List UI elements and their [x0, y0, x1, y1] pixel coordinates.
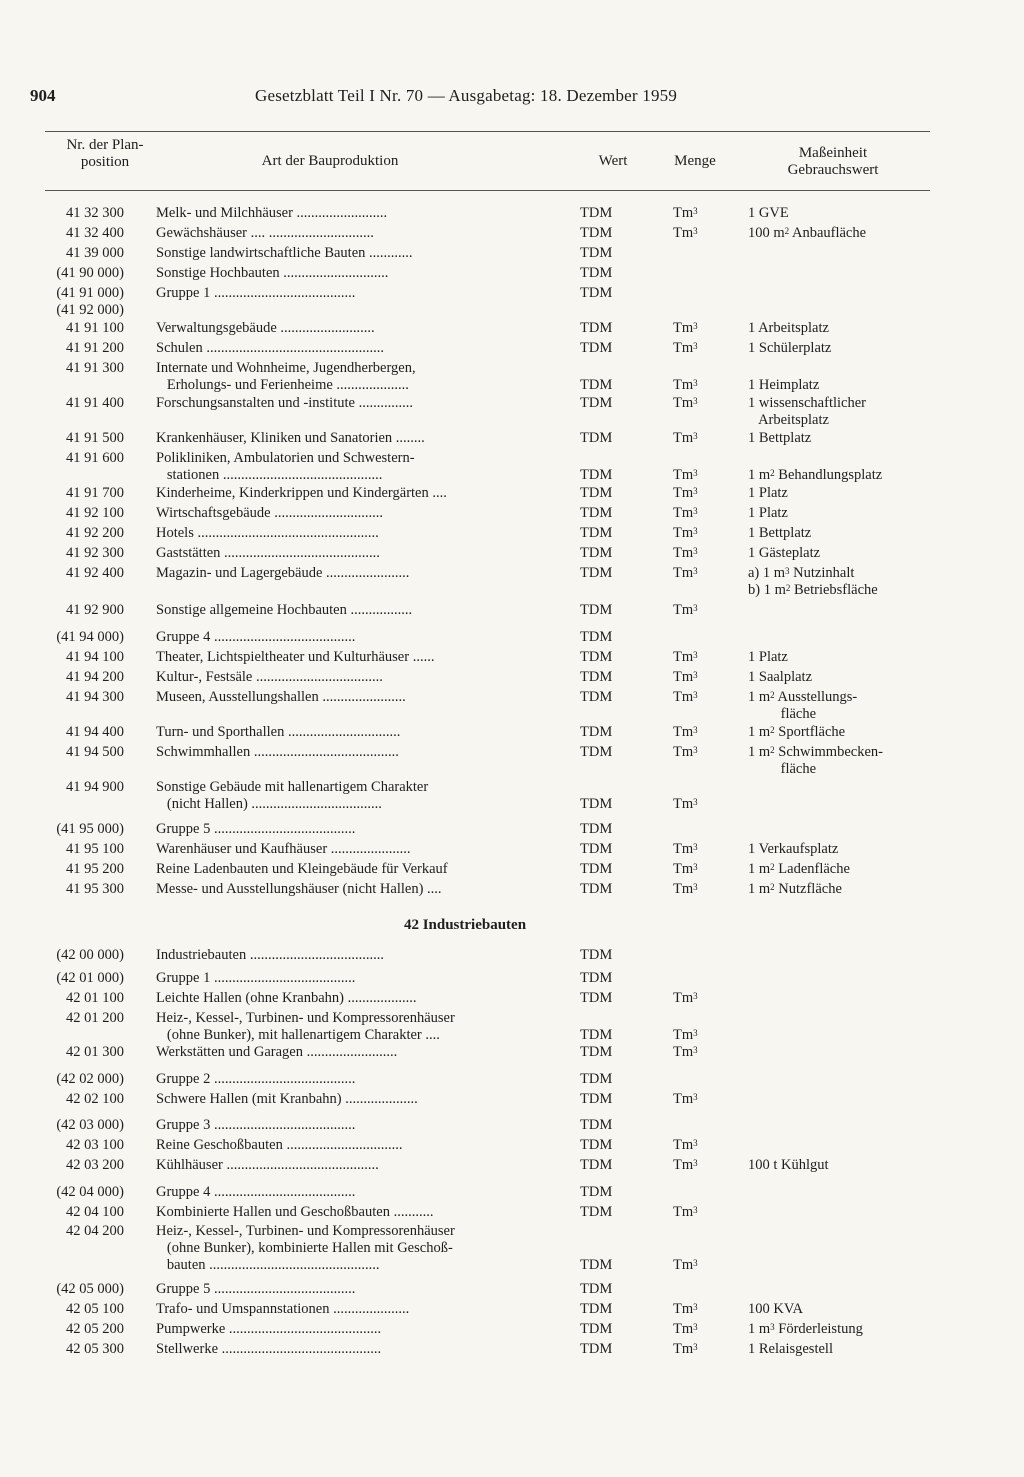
value-unit: TDM — [580, 1184, 613, 1200]
plan-position: 41 94 200 — [66, 669, 124, 685]
plan-position: 41 39 000 — [66, 245, 124, 261]
plan-position: (41 91 000) (41 92 000) — [56, 285, 124, 318]
header-rule-top — [45, 131, 930, 132]
plan-position: 42 05 100 — [66, 1301, 124, 1317]
plan-position: 41 92 400 — [66, 565, 124, 581]
header-einheit: Maßeinheit Gebrauchswert — [787, 145, 879, 178]
value-unit: TDM — [580, 1257, 613, 1273]
measurement-unit: 1 $m^2$ Behandlungsplatz — [748, 467, 883, 483]
plan-position: 41 92 100 — [66, 505, 124, 521]
value-unit: TDM — [580, 467, 613, 483]
measurement-unit: 1 $m^2$ Schwimmbecken- fläche — [748, 744, 883, 777]
plan-position: 42 05 200 — [66, 1321, 124, 1337]
measurement-unit: 1 Schülerplatz — [748, 340, 832, 356]
quantity-unit: Tm$^3$ — [673, 377, 698, 393]
header-position: Nr. der Plan- position — [66, 137, 144, 170]
plan-position: 41 91 600 — [66, 450, 124, 466]
construction-type: Gaststätten ........................................... — [156, 545, 380, 561]
plan-position: 41 91 700 — [66, 485, 124, 501]
measurement-unit: 1 Gästeplatz — [748, 545, 821, 561]
page-number: 904 — [30, 86, 56, 105]
quantity-unit: Tm$^3$ — [673, 225, 698, 241]
quantity-unit: Tm$^3$ — [673, 796, 698, 812]
construction-type: Heiz-, Kessel-, Turbinen- und Kompressorenhäuser (ohne Bunker), kombinierte Hallen mit Geschoß- bauten ............................................... — [156, 1223, 455, 1273]
quantity-unit: Tm$^3$ — [673, 545, 698, 561]
quantity-unit: Tm$^3$ — [673, 1027, 698, 1043]
construction-type: Kombinierte Hallen und Geschoßbauten ........... — [156, 1204, 434, 1220]
value-unit: TDM — [580, 841, 613, 857]
value-unit: TDM — [580, 1027, 613, 1043]
value-unit: TDM — [580, 669, 613, 685]
plan-position: 42 03 100 — [66, 1137, 124, 1153]
quantity-unit: Tm$^3$ — [673, 861, 698, 877]
quantity-unit: Tm$^3$ — [673, 320, 698, 336]
plan-position: 41 95 300 — [66, 881, 124, 897]
value-unit: TDM — [580, 485, 613, 501]
quantity-unit: Tm$^3$ — [673, 990, 698, 1006]
measurement-unit: 1 Platz — [748, 485, 788, 501]
measurement-unit: 1 $m^2$ Nutzfläche — [748, 881, 842, 897]
quantity-unit: Tm$^3$ — [673, 649, 698, 665]
quantity-unit: Tm$^3$ — [673, 395, 698, 411]
plan-position: 41 94 100 — [66, 649, 124, 665]
plan-position: (41 95 000) — [56, 821, 124, 837]
construction-type: Gruppe 3 ....................................... — [156, 1117, 356, 1133]
plan-position: 41 94 400 — [66, 724, 124, 740]
quantity-unit: Tm$^3$ — [673, 602, 698, 618]
value-unit: TDM — [580, 689, 613, 705]
plan-position: 41 91 100 — [66, 320, 124, 336]
construction-type: Verwaltungsgebäude .......................... — [156, 320, 375, 336]
plan-position: (41 90 000) — [56, 265, 124, 281]
construction-type: Theater, Lichtspieltheater und Kulturhäuser ...... — [156, 649, 435, 665]
quantity-unit: Tm$^3$ — [673, 689, 698, 705]
value-unit: TDM — [580, 947, 613, 963]
value-unit: TDM — [580, 990, 613, 1006]
construction-type: Forschungsanstalten und -institute ............... — [156, 395, 413, 411]
construction-type: Leichte Hallen (ohne Kranbahn) ................... — [156, 990, 417, 1006]
quantity-unit: Tm$^3$ — [673, 1157, 698, 1173]
value-unit: TDM — [580, 629, 613, 645]
plan-position: 41 91 500 — [66, 430, 124, 446]
value-unit: TDM — [580, 970, 613, 986]
measurement-unit: a) 1 $m^3$ Nutzinhalt b) 1 $m^2$ Betriebsfläche — [748, 565, 878, 598]
quantity-unit: Tm$^3$ — [673, 1204, 698, 1220]
value-unit: TDM — [580, 377, 613, 393]
construction-type: Gruppe 2 ....................................... — [156, 1071, 356, 1087]
plan-position: (42 00 000) — [56, 947, 124, 963]
measurement-unit: 1 Bettplatz — [748, 430, 812, 446]
plan-position: 42 03 200 — [66, 1157, 124, 1173]
value-unit: TDM — [580, 1301, 613, 1317]
measurement-unit: 1 Bettplatz — [748, 525, 812, 541]
plan-position: 41 32 400 — [66, 225, 124, 241]
header-menge: Menge — [674, 153, 716, 169]
value-unit: TDM — [580, 1117, 613, 1133]
section-title: 42 Industriebauten — [403, 917, 527, 933]
construction-type: Melk- und Milchhäuser ......................... — [156, 205, 388, 221]
quantity-unit: Tm$^3$ — [673, 1321, 698, 1337]
quantity-unit: Tm$^3$ — [673, 881, 698, 897]
plan-position: 42 01 100 — [66, 990, 124, 1006]
quantity-unit: Tm$^3$ — [673, 1044, 698, 1060]
plan-position: 42 02 100 — [66, 1091, 124, 1107]
construction-type: Schwimmhallen ........................................ — [156, 744, 399, 760]
measurement-unit: 1 Platz — [748, 505, 788, 521]
value-unit: TDM — [580, 225, 613, 241]
value-unit: TDM — [580, 744, 613, 760]
measurement-unit: 1 GVE — [748, 205, 789, 221]
value-unit: TDM — [580, 861, 613, 877]
quantity-unit: Tm$^3$ — [673, 205, 698, 221]
measurement-unit: 1 Saalplatz — [748, 669, 813, 685]
plan-position: (42 01 000) — [56, 970, 124, 986]
construction-type: Reine Ladenbauten und Kleingebäude für Verkauf — [156, 861, 448, 877]
construction-type: Sonstige Gebäude mit hallenartigem Charakter (nicht Hallen) .................................... — [156, 779, 429, 812]
quantity-unit: Tm$^3$ — [673, 1257, 698, 1273]
running-head: Gesetzblatt Teil I Nr. 70 — Ausgabetag: 18. Dezember 1959 — [255, 86, 678, 105]
construction-type: Stellwerke ............................................ — [156, 1341, 382, 1357]
value-unit: TDM — [580, 395, 613, 411]
quantity-unit: Tm$^3$ — [673, 467, 698, 483]
construction-type: Sonstige landwirtschaftliche Bauten ............ — [156, 245, 413, 261]
construction-type: Sonstige Hochbauten ............................. — [156, 265, 389, 281]
construction-type: Gruppe 4 ....................................... — [156, 1184, 356, 1200]
quantity-unit: Tm$^3$ — [673, 1137, 698, 1153]
quantity-unit: Tm$^3$ — [673, 525, 698, 541]
construction-type: Schwere Hallen (mit Kranbahn) .................... — [156, 1091, 418, 1107]
plan-position: 41 92 300 — [66, 545, 124, 561]
construction-type: Industriebauten ..................................... — [156, 947, 384, 963]
plan-position: 41 94 900 — [66, 779, 124, 795]
plan-position: (42 02 000) — [56, 1071, 124, 1087]
construction-type: Kühlhäuser .......................................... — [156, 1157, 379, 1173]
plan-position: 41 91 300 — [66, 360, 124, 376]
plan-position: (42 03 000) — [56, 1117, 124, 1133]
value-unit: TDM — [580, 602, 613, 618]
header-art: Art der Bauproduktion — [261, 153, 399, 169]
construction-type: Werkstätten und Garagen ......................... — [156, 1044, 398, 1060]
construction-type: Turn- und Sporthallen ............................... — [156, 724, 401, 740]
construction-type: Hotels .................................................. — [156, 525, 379, 541]
construction-type: Kinderheime, Kinderkrippen und Kindergärten .... — [156, 485, 447, 501]
value-unit: TDM — [580, 205, 613, 221]
value-unit: TDM — [580, 796, 613, 812]
value-unit: TDM — [580, 1157, 613, 1173]
measurement-unit: 1 Relaisgestell — [748, 1341, 833, 1357]
construction-type: Messe- und Ausstellungshäuser (nicht Hallen) .... — [156, 881, 442, 897]
measurement-unit: 1 $m^3$ Förderleistung — [748, 1321, 863, 1337]
value-unit: TDM — [580, 565, 613, 581]
construction-type: Heiz-, Kessel-, Turbinen- und Kompressorenhäuser (ohne Bunker), mit hallenartigem Charakter .... — [156, 1010, 455, 1043]
measurement-unit: 1 Heimplatz — [748, 377, 820, 393]
quantity-unit: Tm$^3$ — [673, 744, 698, 760]
plan-position: 41 32 300 — [66, 205, 124, 221]
quantity-unit: Tm$^3$ — [673, 430, 698, 446]
value-unit: TDM — [580, 340, 613, 356]
value-unit: TDM — [580, 430, 613, 446]
construction-type: Kultur-, Festsäle ................................... — [156, 669, 383, 685]
measurement-unit: 100 t Kühlgut — [748, 1157, 829, 1173]
value-unit: TDM — [580, 881, 613, 897]
quantity-unit: Tm$^3$ — [673, 340, 698, 356]
value-unit: TDM — [580, 1341, 613, 1357]
measurement-unit: 1 wissenschaftlicher Arbeitsplatz — [748, 395, 866, 428]
value-unit: TDM — [580, 1204, 613, 1220]
plan-position: 41 94 500 — [66, 744, 124, 760]
value-unit: TDM — [580, 1321, 613, 1337]
measurement-unit: 1 Verkaufsplatz — [748, 841, 839, 857]
value-unit: TDM — [580, 724, 613, 740]
construction-type: Gruppe 4 ....................................... — [156, 629, 356, 645]
construction-type: Schulen ................................................. — [156, 340, 384, 356]
value-unit: TDM — [580, 265, 613, 281]
measurement-unit: 1 $m^2$ Ausstellungs- fläche — [748, 689, 858, 722]
value-unit: TDM — [580, 1044, 613, 1060]
construction-type: Polikliniken, Ambulatorien und Schwestern- stationen ............................................ — [156, 450, 415, 483]
value-unit: TDM — [580, 245, 613, 261]
measurement-unit: 1 Arbeitsplatz — [748, 320, 829, 336]
plan-position: 41 92 200 — [66, 525, 124, 541]
plan-position: 41 91 200 — [66, 340, 124, 356]
plan-position: (42 04 000) — [56, 1184, 124, 1200]
quantity-unit: Tm$^3$ — [673, 485, 698, 501]
plan-position: 42 01 300 — [66, 1044, 124, 1060]
construction-type: Magazin- und Lagergebäude ....................... — [156, 565, 410, 581]
construction-type: Gruppe 1 ....................................... — [156, 970, 356, 986]
quantity-unit: Tm$^3$ — [673, 565, 698, 581]
value-unit: TDM — [580, 320, 613, 336]
measurement-unit: 1 $m^2$ Ladenfläche — [748, 861, 850, 877]
value-unit: TDM — [580, 821, 613, 837]
value-unit: TDM — [580, 1071, 613, 1087]
construction-type: Wirtschaftsgebäude .............................. — [156, 505, 383, 521]
measurement-unit: 1 $m^2$ Sportfläche — [748, 724, 846, 740]
plan-position: 41 94 300 — [66, 689, 124, 705]
value-unit: TDM — [580, 649, 613, 665]
construction-type: Gruppe 5 ....................................... — [156, 821, 356, 837]
plan-position: 42 05 300 — [66, 1341, 124, 1357]
construction-type: Sonstige allgemeine Hochbauten ................. — [156, 602, 413, 618]
value-unit: TDM — [580, 525, 613, 541]
value-unit: TDM — [580, 1281, 613, 1297]
value-unit: TDM — [580, 1137, 613, 1153]
header-rule-bottom — [45, 190, 930, 191]
value-unit: TDM — [580, 1091, 613, 1107]
quantity-unit: Tm$^3$ — [673, 505, 698, 521]
quantity-unit: Tm$^3$ — [673, 1091, 698, 1107]
construction-type: Gewächshäuser .... ............................. — [156, 225, 374, 241]
construction-type: Internate und Wohnheime, Jugendherbergen, Erholungs- und Ferienheime .................... — [156, 360, 416, 393]
plan-position: 42 04 200 — [66, 1223, 124, 1239]
quantity-unit: Tm$^3$ — [673, 1301, 698, 1317]
quantity-unit: Tm$^3$ — [673, 1341, 698, 1357]
quantity-unit: Tm$^3$ — [673, 841, 698, 857]
value-unit: TDM — [580, 285, 613, 301]
measurement-unit: 100 KVA — [748, 1301, 803, 1317]
construction-type: Krankenhäuser, Kliniken und Sanatorien ........ — [156, 430, 425, 446]
plan-position: 41 91 400 — [66, 395, 124, 411]
measurement-unit: 100 $m^2$ Anbaufläche — [748, 225, 867, 241]
plan-position: 41 95 100 — [66, 841, 124, 857]
quantity-unit: Tm$^3$ — [673, 724, 698, 740]
plan-position: 42 01 200 — [66, 1010, 124, 1026]
construction-type: Gruppe 1 ....................................... — [156, 285, 356, 301]
plan-position: 42 04 100 — [66, 1204, 124, 1220]
header-wert: Wert — [598, 153, 628, 169]
value-unit: TDM — [580, 545, 613, 561]
construction-type: Trafo- und Umspannstationen ..................... — [156, 1301, 410, 1317]
construction-type: Museen, Ausstellungshallen ....................... — [156, 689, 406, 705]
plan-position: (42 05 000) — [56, 1281, 124, 1297]
construction-type: Pumpwerke .......................................... — [156, 1321, 382, 1337]
construction-type: Warenhäuser und Kaufhäuser ...................... — [156, 841, 411, 857]
quantity-unit: Tm$^3$ — [673, 669, 698, 685]
plan-position: 41 95 200 — [66, 861, 124, 877]
value-unit: TDM — [580, 505, 613, 521]
measurement-unit: 1 Platz — [748, 649, 788, 665]
construction-type: Gruppe 5 ....................................... — [156, 1281, 356, 1297]
construction-type: Reine Geschoßbauten ................................ — [156, 1137, 403, 1153]
plan-position: 41 92 900 — [66, 602, 124, 618]
plan-position: (41 94 000) — [56, 629, 124, 645]
